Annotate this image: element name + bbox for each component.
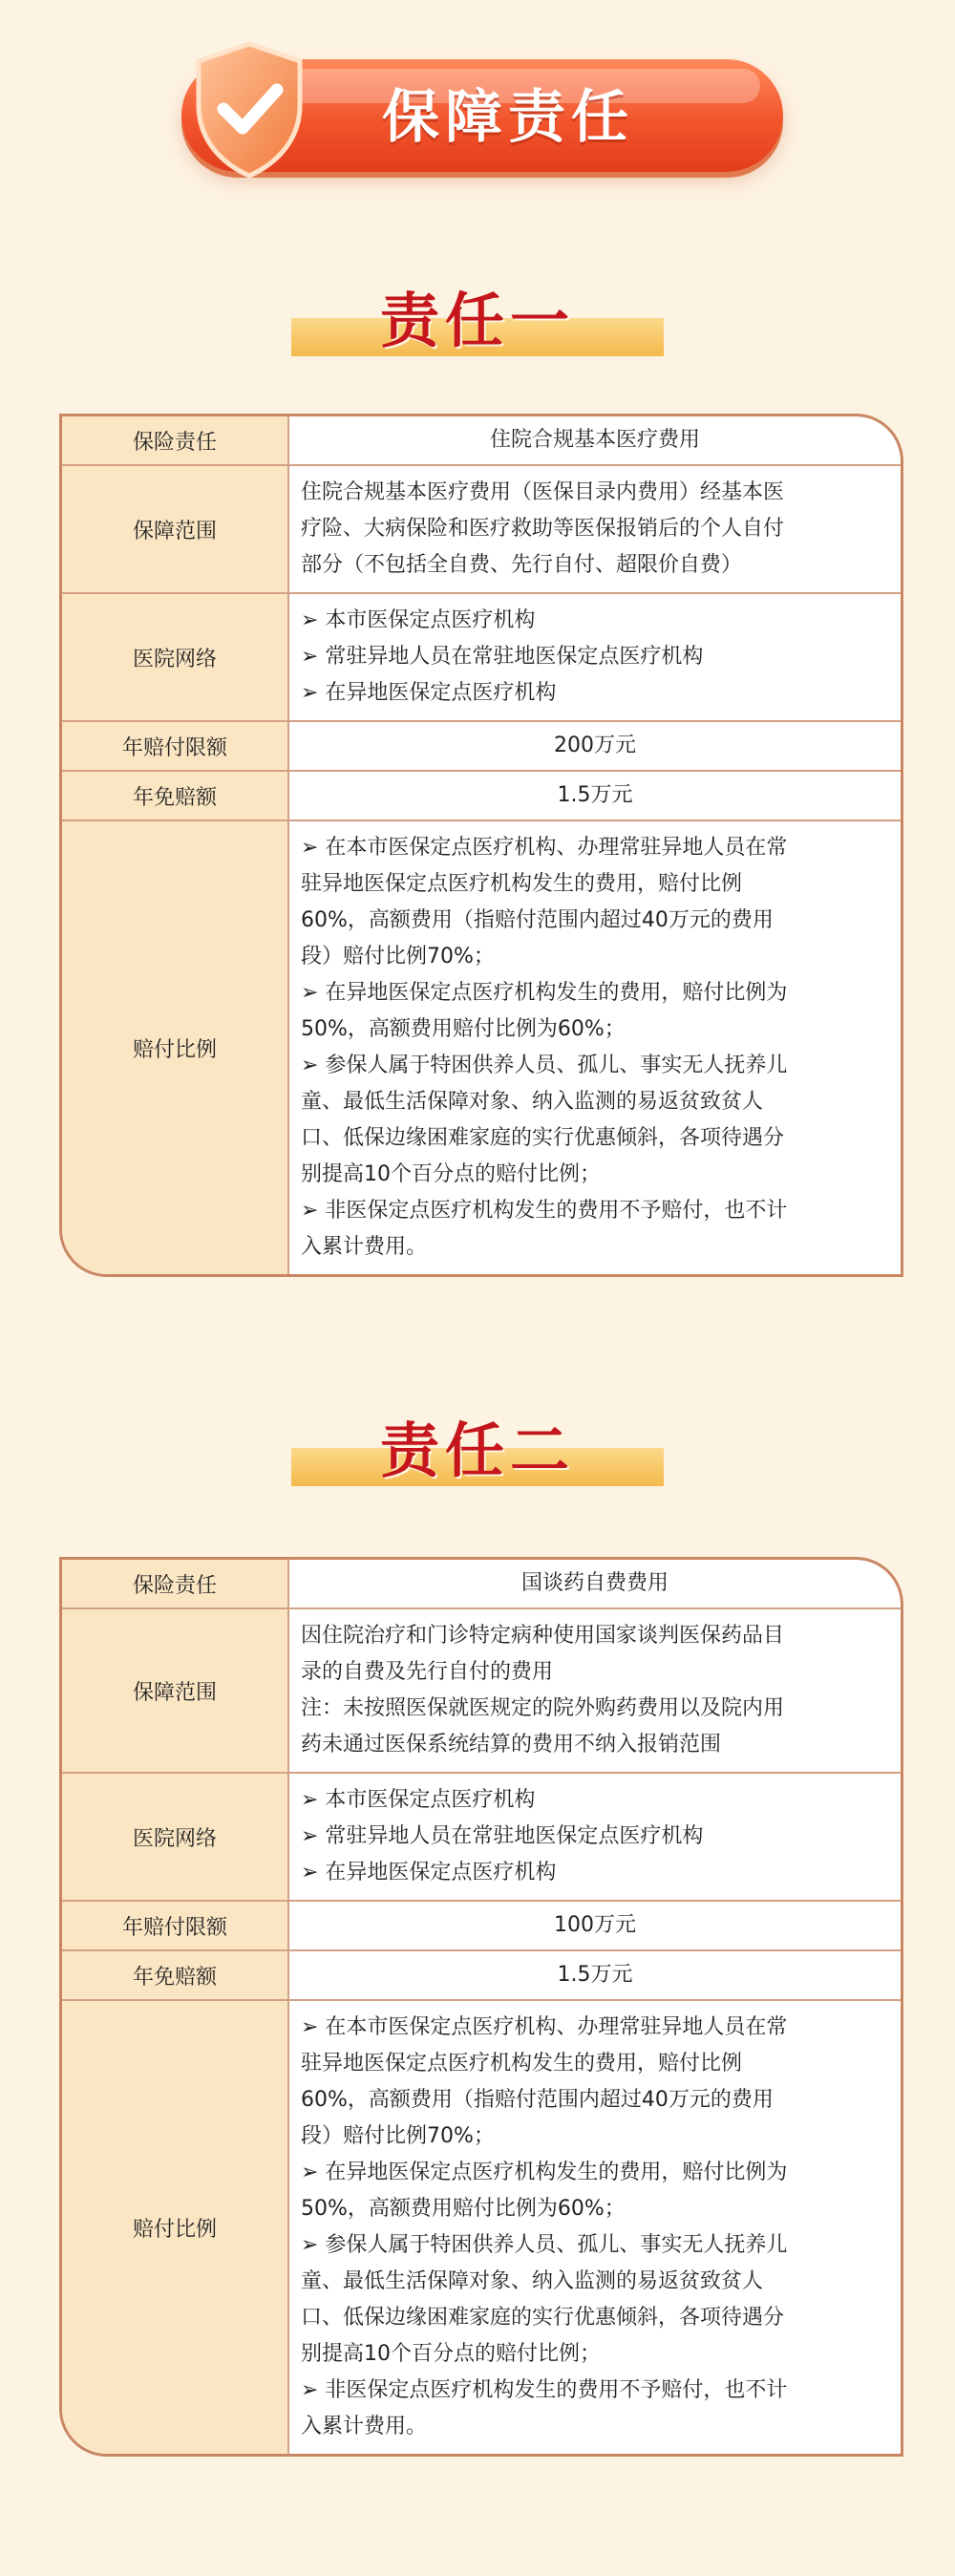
row-value: 1.5万元 [557, 783, 633, 807]
text-line: ➢ 在本市医保定点医疗机构、办理常驻异地人员在常 [301, 2015, 788, 2039]
row-insurance-liability [62, 416, 901, 464]
text-line: 驻异地医保定点医疗机构发生的费用，赔付比例 [301, 2052, 743, 2076]
row-value: 国谈药自费费用 [520, 1571, 668, 1595]
row-coverage-scope [62, 1607, 901, 1772]
text-line: 60%，高额费用（指赔付范围内超过40万元的费用 [301, 2088, 774, 2112]
row-label: 保障范围 [62, 1609, 289, 1772]
text-line: 口、低保边缘困难家庭的实行优惠倾斜，各项待遇分 [301, 1126, 785, 1150]
row-coverage-scope [62, 464, 901, 592]
text-line: 入累计费用。 [301, 2415, 428, 2438]
row-payout-ratio [62, 1999, 901, 2454]
text-line: ➢ 本市医保定点医疗机构 [301, 1788, 536, 1812]
row-label: 保险责任 [62, 416, 289, 464]
text-line: 注：未按照医保就医规定的院外购药费用以及院内用 [301, 1696, 785, 1720]
text-line: ➢ 在本市医保定点医疗机构、办理常驻异地人员在常 [301, 836, 788, 860]
row-payout-ratio [62, 820, 901, 1274]
row-value [289, 1609, 901, 1772]
row-value: 1.5万元 [557, 1963, 633, 1987]
text-line: 住院合规基本医疗费用（医保目录内费用）经基本医 [301, 480, 785, 504]
text-line: 50%，高额费用赔付比例为60%； [301, 1017, 626, 1041]
text-line: ➢ 本市医保定点医疗机构 [301, 608, 536, 632]
text-line: 口、低保边缘困难家庭的实行优惠倾斜，各项待遇分 [301, 2306, 785, 2330]
row-value [289, 594, 901, 720]
row-annual-limit [62, 1900, 901, 1949]
text-line: ➢ 在异地医保定点医疗机构发生的费用，赔付比例为 [301, 981, 788, 1005]
row-annual-limit [62, 720, 901, 770]
text-line: ➢ 参保人属于特困供养人员、孤儿、事实无人抚养儿 [301, 1054, 788, 1077]
row-value: 住院合规基本医疗费用 [489, 428, 700, 452]
text-line: 段）赔付比例70%； [301, 945, 495, 969]
text-line: ➢ 参保人属于特困供养人员、孤儿、事实无人抚养儿 [301, 2233, 788, 2257]
row-label: 医院网络 [62, 1774, 289, 1900]
text-line: 童、最低生活保障对象、纳入监测的易返贫致贫人 [301, 1090, 764, 1114]
section-title: 责任二 [379, 1416, 575, 1485]
shield-check-icon [187, 38, 311, 181]
text-line: ➢ 在异地医保定点医疗机构 [301, 1861, 557, 1884]
text-line: 50%，高额费用赔付比例为60%； [301, 2197, 626, 2221]
page-title: 保障责任 [382, 84, 634, 151]
text-line: ➢ 非医保定点医疗机构发生的费用不予赔付，也不计 [301, 1199, 788, 1223]
row-value: 100万元 [554, 1913, 636, 1937]
text-line: 童、最低生活保障对象、纳入监测的易返贫致贫人 [301, 2269, 764, 2293]
text-line: 驻异地医保定点医疗机构发生的费用，赔付比例 [301, 872, 743, 896]
row-annual-deductible [62, 770, 901, 820]
section-heading-2 [291, 1412, 664, 1490]
text-line: ➢ 在异地医保定点医疗机构发生的费用，赔付比例为 [301, 2161, 788, 2184]
coverage-table-2 [59, 1557, 903, 2457]
row-value [289, 1774, 901, 1900]
row-annual-deductible [62, 1949, 901, 1999]
text-line: 疗险、大病保险和医疗救助等医保报销后的个人自付 [301, 517, 785, 541]
text-line: 段）赔付比例70%； [301, 2124, 495, 2148]
row-value [289, 466, 901, 592]
text-line: ➢ 在异地医保定点医疗机构 [301, 681, 557, 705]
row-hospital-network [62, 592, 901, 720]
row-value: 200万元 [554, 734, 636, 757]
row-hospital-network [62, 1772, 901, 1900]
text-line: ➢ 常驻异地人员在常驻地医保定点医疗机构 [301, 645, 704, 669]
row-label: 保险责任 [62, 1560, 289, 1607]
row-label: 赔付比例 [62, 2001, 289, 2454]
row-label: 年免赔额 [62, 1951, 289, 1999]
row-label: 赔付比例 [62, 821, 289, 1274]
row-label: 年免赔额 [62, 772, 289, 820]
text-line: 60%，高额费用（指赔付范围内超过40万元的费用 [301, 908, 774, 932]
row-label: 医院网络 [62, 594, 289, 720]
text-line: 别提高10个百分点的赔付比例； [301, 2342, 601, 2366]
text-line: 别提高10个百分点的赔付比例； [301, 1162, 601, 1186]
text-line: ➢ 常驻异地人员在常驻地医保定点医疗机构 [301, 1824, 704, 1848]
row-value [289, 2001, 901, 2454]
row-value [289, 821, 901, 1274]
text-line: ➢ 非医保定点医疗机构发生的费用不予赔付，也不计 [301, 2378, 788, 2402]
row-label: 年赔付限额 [62, 1902, 289, 1949]
row-label: 保障范围 [62, 466, 289, 592]
section-heading-1 [291, 282, 664, 360]
text-line: 入累计费用。 [301, 1235, 428, 1259]
row-insurance-liability [62, 1560, 901, 1607]
text-line: 因住院治疗和门诊特定病种使用国家谈判医保药品目 [301, 1624, 785, 1648]
text-line: 录的自费及先行自付的费用 [301, 1660, 554, 1684]
row-label: 年赔付限额 [62, 722, 289, 770]
section-title: 责任一 [379, 286, 575, 355]
text-line: 药未通过医保系统结算的费用不纳入报销范围 [301, 1733, 722, 1756]
text-line: 部分（不包括全自费、先行自付、超限价自费） [301, 553, 743, 577]
coverage-table-1 [59, 414, 903, 1277]
